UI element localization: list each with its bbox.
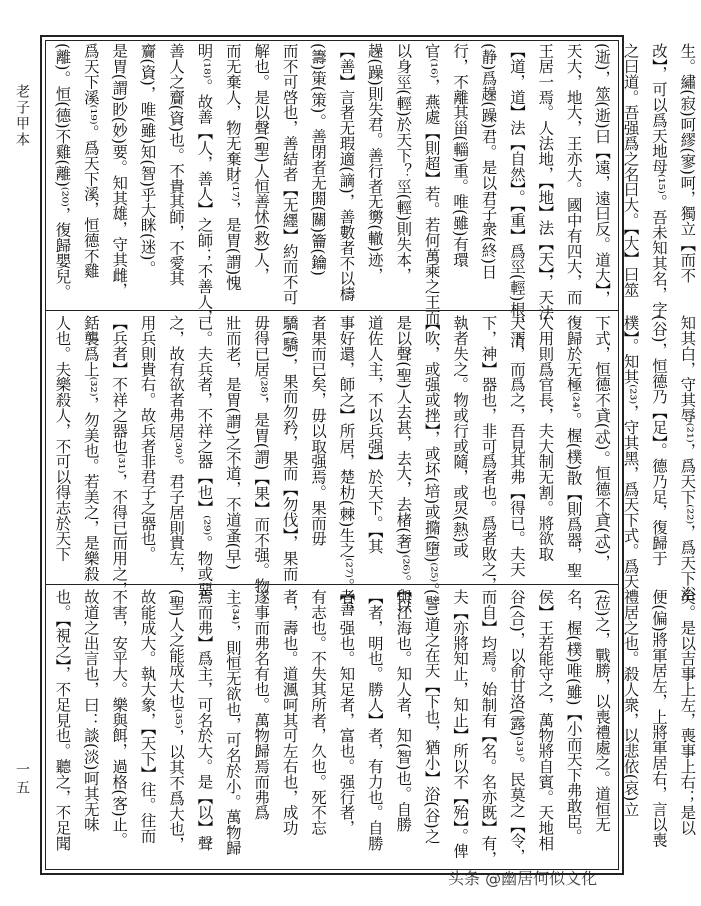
text-block-1 (48, 43, 697, 348)
text-line: (離)。恒(德)不雞(離)⁽²⁰⁾，復歸嬰兒。 (53, 43, 72, 300)
block-divider (46, 584, 618, 585)
block-divider (46, 310, 618, 311)
text-line: 【兵者】不祥之器也⁽³¹⁾，不得已而用之， (110, 315, 129, 597)
text-block-2 (48, 315, 697, 617)
watermark: 头条 @幽居何似文化 (448, 869, 598, 888)
vertical-text-block-1 (48, 43, 701, 348)
text-line: 人用則爲官長，夫大制无割。將欲取 (536, 315, 555, 562)
text-frame (40, 35, 697, 875)
text-line: 焉而弗】爲主，可名於大。是【以】聲 (195, 589, 214, 851)
text-line: 樸】。知其⁽²³⁾，守其黑，爲天下式。爲天 (621, 315, 640, 589)
text-line: 者，强也。知足者，富也。强行者， (337, 589, 356, 836)
text-line: 下，神】器也，非可爲者也。爲者敗之， (479, 315, 498, 593)
text-line: (莅)之，戰勝，以喪禮處之。道恒无 (593, 589, 612, 833)
text-line: 事好還，師之】所居，楚朸(棘)生之⁽²⁷⁾。【善 (337, 315, 356, 617)
text-line: 天大，地大，王亦大。國中有四大，而 (564, 43, 583, 305)
text-line: 侯】王若能守之，萬物將自賓。天地相 (536, 589, 555, 851)
text-line: 已。夫兵者，不祥之器【也】⁽²⁹⁾。物或惡 (195, 315, 214, 597)
text-line: (譬)道之在天【下也，猶小】浴(谷)之 (422, 589, 441, 845)
text-block-3 (48, 589, 697, 867)
text-line: 便(偏)將軍居左，上將軍居右，言以喪 (649, 589, 668, 848)
text-line: 是以聲(聖)人去甚，去大，去楮(奢)⁽²⁶⁾。【以 (394, 315, 413, 614)
text-line: 毋得已居⁽²⁸⁾，是胃(謂)【果】而不强。物 (252, 315, 271, 594)
text-line: 是胃(謂)眇(妙)要。知其雄，守其雌， (110, 43, 129, 299)
text-line: 知其白，守其辱⁽²¹⁾，爲天下⁽²²⁾，爲天下浴 (678, 315, 697, 602)
text-line: 執者失之。物或行或隨，或炅(熱)或 (451, 315, 470, 559)
text-line: (聖)人之能成大也⁽³⁵⁾，以其不爲大也， (167, 589, 186, 852)
text-line: 明⁽¹⁸⁾。故善【人，善人】之師；不善人， (195, 43, 214, 325)
page-number: 一五 (14, 762, 30, 798)
running-title: 老子甲本 (14, 84, 30, 148)
text-line: 【善】言者无瑕適(謫)，善數者不以檮 (337, 43, 356, 302)
text-line: 人也。夫樂殺人，不可以得志於天下 (53, 315, 72, 562)
text-line: 解也。是以聲(聖)人恒善怵(救)人， (252, 43, 271, 283)
text-line: 而无棄人，物无棄財⁽¹⁷⁾，是胃(謂)愧 (223, 43, 242, 291)
text-line: 王居一焉。人法地，【地】法【天】，天法 (536, 43, 555, 321)
text-line: 以身巠(輕)於天下？巠(輕)則失本， (394, 43, 413, 283)
text-line: 矣。是以吉事上左，喪事上右；是以 (678, 589, 697, 836)
text-line: (谷)，恒德乃【足】。德乃足，復歸于 (649, 315, 668, 566)
text-line: 之，故有欲者弗居⁽³⁰⁾。君子居則貴左， (167, 315, 186, 582)
text-line: 用兵則貴右。故兵者非君子之器也。 (138, 315, 157, 562)
text-line: 生。繡(寂)呵繆(寥)呵，獨立【而不 (678, 43, 697, 283)
text-line: 也。【視之】，不足見也。聽之，不足聞 (53, 589, 72, 851)
text-line: 爲天下溪⁽¹⁹⁾。爲天下溪，恒德不雞 (81, 43, 100, 279)
text-line: 名，楃(樸)唯(雖)【小而天下弗敢臣。 (564, 589, 583, 845)
text-line: 官⁽¹⁶⁾，燕處【則超】若。若何萬乘之王而 (422, 43, 441, 325)
text-line: 【者，明也。勝人】者，有力也。自勝 (365, 589, 384, 851)
text-line: 行，不離其甾(輜)重。唯(雖)有環 (451, 43, 470, 268)
text-line: 不害，安平大。樂與餌，過格(客)止。 (110, 589, 129, 848)
text-line: 主⁽³⁴⁾，則恒无欲也，可名於小。萬物歸 (223, 589, 242, 856)
text-line: 遂事而弗名有也。萬物歸焉而弗爲 (252, 589, 271, 820)
text-line: 者果而已矣，毋以取强焉。果而毋 (309, 315, 328, 546)
vertical-text-block-3 (48, 589, 701, 867)
text-line: 善人之齎(資)也。不貴其師，不愛其 (167, 43, 186, 287)
text-line: 【道，道】法【自然】。【重】爲巠(輕)根，清 (507, 43, 526, 348)
text-line: 故道之出言也，曰：談(淡)呵其无味 (81, 589, 100, 833)
text-line: 而不可啓也，善結者【无纆】約而不可 (280, 43, 299, 305)
text-line: 天下，而爲之，吾見其弗【得已。夫天 (507, 315, 526, 577)
text-line: (籌)䇿(策)。善閉者无閞(關)籥(鑰) (309, 43, 328, 276)
text-line: 壯而老，是胃(謂)之不道，不道蚤(早) (223, 315, 242, 571)
text-line: 趮(躁)則失君。善行者无勶(轍)迹， (365, 43, 384, 283)
text-line: 禮居之也。殺人衆，以悲依(哀)立 (621, 589, 640, 817)
text-line: 故能成大。執大象，【天下】往。往而 (138, 589, 157, 844)
text-line: 之曰道。吾强爲之名曰大。【大】曰筮 (621, 43, 640, 298)
vertical-text-block-2 (48, 315, 701, 617)
text-line: 與江海也。知人者，知(智)也。自勝 (394, 589, 413, 833)
text-line: 夫【亦將知止，知止】所以不【殆】。俾 (451, 589, 470, 859)
text-line: 而自】均焉。始制有【名。名亦既】有， (479, 589, 498, 867)
text-line: 道佐人主，不以兵强】於天下。【其 (365, 315, 384, 554)
text-line: 齎(資)，唯(雖)知(智)乎大眯(迷)。 (138, 43, 157, 276)
text-line: 驕(驕)，果而勿矜，果而【勿伐】，果而 (280, 315, 299, 582)
text-line: 銛襲爲上⁽³²⁾，勿美也。若美之，是樂殺 (81, 315, 100, 582)
text-line: 【吹，或强或挫】，或坏(培)或撱(墮)⁽²⁵⁾。 (422, 315, 441, 598)
text-line: 下式，恒德不貣(忒)。恒德不貣(忒)， (593, 315, 612, 571)
text-line: (静)爲趮(躁)君。是以君子衆(終)日 (479, 43, 498, 280)
text-line: (逝)，筮(逝)曰【遠，遠曰反。道大】， (593, 43, 612, 306)
text-line: 改】，可以爲天地母⁽¹⁵⁾。吾未知其名，字 (649, 43, 668, 317)
text-line: 谷(合)，以俞甘洛(露)⁽³³⁾。民莫之【令， (507, 589, 526, 864)
text-line: 有志也。不失其所者，久也。死不忘 (309, 589, 328, 836)
text-line: 復歸於无極⁽²⁴⁾。楃(樸)散【則爲器，聖 (564, 315, 583, 578)
text-line: 者，壽也。道渢呵其可左右也，成功 (280, 589, 299, 836)
